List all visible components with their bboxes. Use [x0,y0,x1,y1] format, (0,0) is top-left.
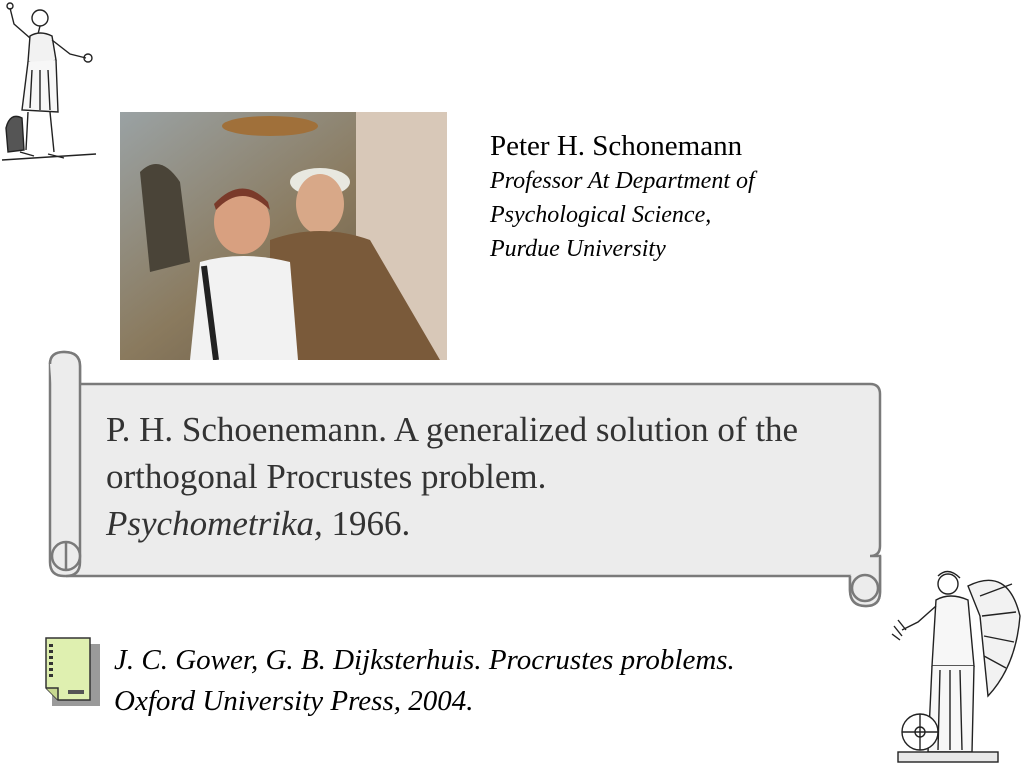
citation-text [106,406,866,547]
citation-journal: Psychometrika, [106,504,323,543]
person-name: Peter H. Schonemann [490,130,743,162]
reference-line: J. C. Gower, G. B. Dijksterhuis. Procrustes problems. [114,644,735,676]
book-icon [44,636,104,708]
affiliation-line: Professor At Department of [490,168,755,194]
citation-body: P. H. Schoenemann. A generalized solution of the orthogonal Procrustes problem. [106,410,799,496]
winged-figure-illustration [888,556,1024,768]
portrait-photo [120,112,447,360]
photo-caption [490,128,910,266]
affiliation-line: Psychological Science, [490,202,712,228]
reference-line: Oxford University Press, 2004. [114,685,474,717]
citation-year: 1966. [322,504,411,543]
book-reference [114,640,874,722]
affiliation-line: Purdue University [490,236,666,262]
goddess-statue-illustration [0,0,98,168]
